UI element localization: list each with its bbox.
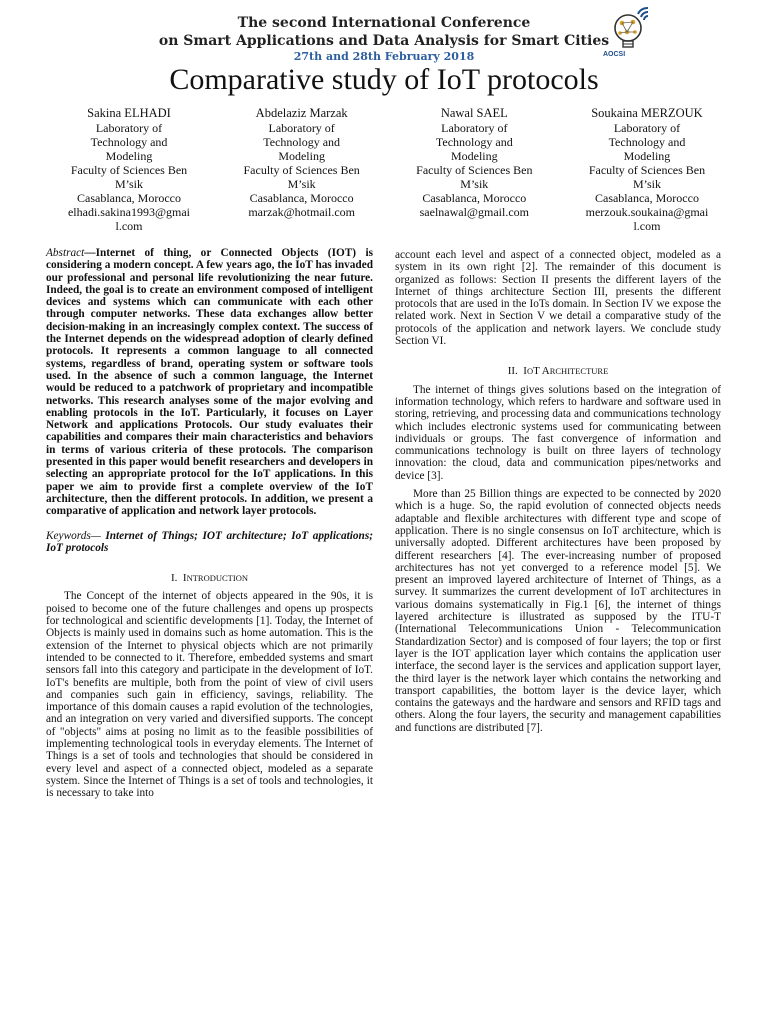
author-city: Casablanca, Morocco [249, 191, 354, 205]
section-title-rest: NTRODUCTION [186, 573, 248, 584]
author-lab: Laboratory of [268, 121, 335, 135]
conference-name-line2: on Smart Applications and Data Analysis for Smart Cities [158, 33, 610, 49]
section-title-initial: I [182, 572, 187, 585]
author-lab: Technology and [608, 135, 686, 149]
section-title-initial: T A [533, 365, 550, 378]
section-heading-architecture [395, 365, 721, 377]
author-lab: Modeling [278, 149, 325, 163]
author-name: Sakina ELHADI [87, 106, 171, 120]
keywords-text: Internet of Things; IOT architecture; IoT applications; IoT protocols [46, 529, 373, 554]
author-faculty: M’sik [632, 177, 661, 191]
author-city: Casablanca, Morocco [422, 191, 527, 205]
intro-paragraph: The Concept of the internet of objects appeared in the 90s, it is poised to become one of the future challenges and opens up prospects for technological and scientific developments [1]. Today, the Internet of Objects is mainly used in domains such as home automation. This is the extension of the Internet to physical objects which are not primarily intended to be connected to it. Therefore, embedded systems and smart sensors fall into this category and participate in the development of IoT. IoT's benefits are multiple, both from the point of view of civil users and companies such gain in efficiency, savings, reliability. The importance of this domain causes a rapid evolution of the technologies, and an integration on very varied and diversified supports. The concept of "objects" aims at posing no limit as to the feasible possibilities of implementing technological tools in everyday elements. The Internet of Things is a set of tools and technologies that should be considered in every level and aspect of a connected object, modeled as a separate system. Since the Internet of Things is a set of tools and technologies, it is necessary to take into [46, 590, 373, 800]
left-column [46, 247, 373, 799]
author-faculty: M’sik [460, 177, 489, 191]
author-name: Nawal SAEL [440, 106, 508, 120]
author-faculty: Faculty of Sciences Ben [70, 163, 188, 177]
author-card [562, 106, 732, 233]
author-lab: Technology and [435, 135, 513, 149]
author-faculty: Faculty of Sciences Ben [588, 163, 706, 177]
author-faculty: Faculty of Sciences Ben [243, 163, 360, 177]
section-title-initial: I [523, 365, 527, 378]
architecture-paragraph: More than 25 Billion things are expected to be connected by 2020 which is a huge. So, the rapid evolution of connected objects needs adaptable and flexible architectures with different type and scope of application. There is no single consensus on IoT architecture, which is universally adopted. Different architectures have been proposed by different researchers [4]. The ever-increasing number of proposed architectures has not yet converged to a reference model [5]. We present an improved layered architecture of Internet of Things, as a survey. It summarizes the current development of IoT architectures in various domains systematically in Fig.1 [6], the internet of things layered architecture is illustrated as supposed by the ITU-T (International Telecommunications Union - Telecommunication Standardization Sector) and is composed of four layers; the top or first layer is the IOT application layer which contains the application user interface, the second layer is the services and application support layer, the third layer is the network layer which contains the networking and transport capabilities, the bottom layer is the device layer, which contains the gateways and the hardware and sensors and RFID tags and others. Along the four layers, the security and management capabilities and functions are distributed [7]. [395, 488, 721, 734]
author-lab: Laboratory of [441, 121, 508, 135]
keywords-lead: Keywords— [46, 529, 101, 542]
author-lab: Technology and [90, 135, 168, 149]
author-lab: Technology and [263, 135, 341, 149]
right-column [395, 249, 721, 734]
author-card [389, 106, 559, 233]
author-faculty: Faculty of Sciences Ben [416, 163, 533, 177]
section-number: II. [507, 365, 518, 378]
author-email: merzouk.soukaina@gmai [585, 205, 709, 219]
section-heading-introduction [46, 572, 373, 584]
section-number: I. [171, 572, 178, 585]
author-email: saelnawal@gmail.com [419, 205, 529, 219]
author-email: marzak@hotmail.com [248, 205, 355, 219]
author-name: Soukaina MERZOUK [591, 106, 703, 120]
author-name: Abdelaziz Marzak [255, 106, 348, 120]
logo-text: AOCSI [603, 51, 626, 58]
author-email: l.com [115, 219, 143, 233]
author-faculty: M’sik [287, 177, 316, 191]
author-lab: Laboratory of [613, 121, 681, 135]
author-email: l.com [633, 219, 661, 233]
author-email: elhadi.sakina1993@gmai [67, 205, 191, 219]
author-lab: Modeling [623, 149, 671, 163]
author-card [217, 106, 387, 233]
abstract-lead: Abstract [46, 247, 85, 259]
abstract-text: —Internet of thing, or Connected Objects (IOT) is considering a modern concept. A few years ago, the IoT has invaded our professional and personal life revolutionizing the near future. Indeed, the goal is to create an environment composed of intelligent devices and systems which can communicate with each other through computer networks. These data exchanges allow better decision-making in an increasingly complex context. The success of the Internet depends on the widespread adoption of clearly defined protocols. It represents a common language to all connected systems, regardless of brand, operating system or software tools used. In the absence of such a common language, the Internet would be reduced to a patchwork of proprietary and incompatible networks. This research analyses some of the major evolving and enabling protocols in the IoT. Particularly, it focuses on Layer Network and applications Protocols. Our study evaluates their capabilities and compares their main characteristics and behaviors in terms of various criteria of these protocols. The comparison presented in this paper would benefit researchers and developers in selecting an appropriate protocol for the IoT applications. In this paper we aim to provide first a complete overview of the IoT architecture, then the different protocols. In addition, we present a comparative of application and network layer protocols. [46, 247, 373, 518]
author-block [44, 106, 732, 233]
keywords [46, 530, 373, 555]
architecture-paragraph: The internet of things gives solutions based on the integration of information technology, which refers to hardware and software used in storing, retrieving, and processing data and communications technology which includes electronic systems used for communicating between individuals or groups. The fast convergence of information and communications technology is built on three layers of technology innovation: the cloud, data and communication pipes/networks and device [3]. [395, 383, 721, 482]
section-title-rest: RCHITECTURE [549, 366, 609, 377]
paper-title: Comparative study of IoT protocols [169, 63, 599, 96]
author-lab: Laboratory of [95, 121, 163, 135]
section-title-rest: O [526, 366, 534, 377]
author-lab: Modeling [105, 149, 153, 163]
author-faculty: M’sik [114, 177, 143, 191]
conference-dates: 27th and 28th February 2018 [293, 50, 475, 63]
author-lab: Modeling [450, 149, 498, 163]
intro-continuation: account each level and aspect of a connected object, modeled as a system in its own right [2]. The remainder of this document is organized as follows: Section II presents the different layers of the Internet of things architecture Section III, presents the different protocols that are used in the IoTs domain. In Section IV we expose the related work. Next in Section V we detail a comparative study of the protocols of the application and network layers. We conclude study Section VI. [395, 249, 721, 348]
conference-name-line1: The second International Conference [237, 15, 531, 31]
author-city: Casablanca, Morocco [594, 191, 699, 205]
abstract [46, 247, 373, 518]
author-city: Casablanca, Morocco [77, 191, 181, 205]
author-card [44, 106, 214, 233]
